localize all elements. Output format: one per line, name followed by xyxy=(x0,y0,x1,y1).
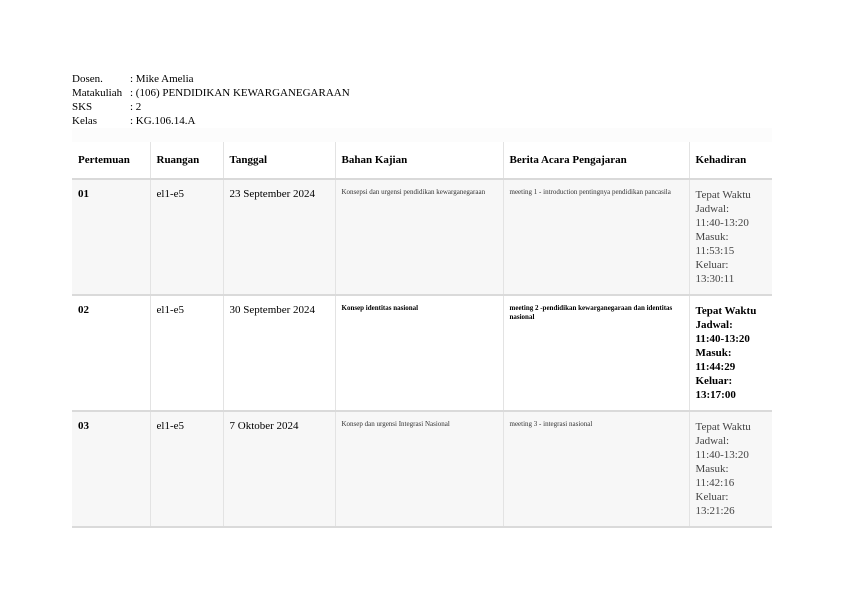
sks-row xyxy=(72,100,350,114)
cell-ruangan: el1-e5 xyxy=(150,179,223,295)
cell-ruangan: el1-e5 xyxy=(150,295,223,411)
cell-berita-acara: meeting 2 -pendidikan kewarganegaraan dan identitas nasional xyxy=(503,295,689,411)
masuk-label: Masuk: xyxy=(695,347,732,359)
keluar-value: 13:21:26 xyxy=(695,505,735,517)
masuk-label: Masuk: xyxy=(695,463,729,475)
masuk-value: 11:53:15 xyxy=(695,245,735,257)
keluar-value: 13:17:00 xyxy=(695,389,736,401)
dosen-label: Dosen. xyxy=(72,73,103,85)
matakuliah-label: Matakuliah xyxy=(72,87,123,99)
table-row xyxy=(72,295,772,411)
column-header-tanggal: Tanggal xyxy=(223,142,335,179)
masuk-value: 11:44:29 xyxy=(695,361,736,373)
cell-bahan-kajian: Konsep dan urgensi Integrasi Nasional xyxy=(335,411,503,527)
kelas-label: Kelas xyxy=(72,115,98,127)
jadwal-value: 11:40-13:20 xyxy=(695,217,749,229)
table-header-row xyxy=(72,142,772,179)
keluar-value: 13:30:11 xyxy=(695,273,735,285)
cell-pertemuan: 01 xyxy=(72,179,150,295)
column-header-berita-acara: Berita Acara Pengajaran xyxy=(503,142,689,179)
matakuliah-row xyxy=(72,86,350,100)
table-top-spacer xyxy=(72,128,772,142)
sks-label: SKS xyxy=(72,101,93,113)
cell-kehadiran xyxy=(689,295,772,411)
jadwal-value: 11:40-13:20 xyxy=(695,333,750,345)
cell-tanggal: 23 September 2024 xyxy=(223,179,335,295)
cell-ruangan: el1-e5 xyxy=(150,411,223,527)
column-header-ruangan: Ruangan xyxy=(150,142,223,179)
cell-bahan-kajian: Konsepsi dan urgensi pendidikan kewarganegaraan xyxy=(335,179,503,295)
cell-tanggal: 30 September 2024 xyxy=(223,295,335,411)
keluar-label: Keluar: xyxy=(695,375,733,387)
attendance-table xyxy=(72,142,772,528)
dosen-row xyxy=(72,72,350,86)
jadwal-value: 11:40-13:20 xyxy=(695,449,749,461)
matakuliah-value: : (106) PENDIDIKAN KEWARGANEGARAAN xyxy=(130,87,350,99)
column-header-kehadiran: Kehadiran xyxy=(689,142,772,179)
cell-bahan-kajian: Konsep identitas nasional xyxy=(335,295,503,411)
table-row xyxy=(72,411,772,527)
cell-kehadiran xyxy=(689,411,772,527)
cell-kehadiran xyxy=(689,179,772,295)
keluar-label: Keluar: xyxy=(695,491,729,503)
sks-value: : 2 xyxy=(130,101,142,113)
attendance-table-container xyxy=(72,128,772,528)
jadwal-label: Jadwal: xyxy=(695,319,733,331)
dosen-value: : Mike Amelia xyxy=(130,73,194,85)
course-info xyxy=(72,72,350,128)
jadwal-label: Jadwal: xyxy=(695,203,730,215)
attendance-status: Tepat Waktu xyxy=(695,421,751,433)
column-header-pertemuan: Pertemuan xyxy=(72,142,150,179)
cell-berita-acara: meeting 3 - integrasi nasional xyxy=(503,411,689,527)
cell-pertemuan: 02 xyxy=(72,295,150,411)
table-row xyxy=(72,179,772,295)
column-header-bahan-kajian: Bahan Kajian xyxy=(335,142,503,179)
keluar-label: Keluar: xyxy=(695,259,729,271)
jadwal-label: Jadwal: xyxy=(695,435,730,447)
masuk-label: Masuk: xyxy=(695,231,729,243)
attendance-status: Tepat Waktu xyxy=(695,305,757,317)
cell-tanggal: 7 Oktober 2024 xyxy=(223,411,335,527)
kelas-row xyxy=(72,114,350,128)
masuk-value: 11:42:16 xyxy=(695,477,735,489)
kelas-value: : KG.106.14.A xyxy=(130,115,196,127)
cell-berita-acara: meeting 1 - introduction pentingnya pendidikan pancasila xyxy=(503,179,689,295)
attendance-status: Tepat Waktu xyxy=(695,189,751,201)
cell-pertemuan: 03 xyxy=(72,411,150,527)
